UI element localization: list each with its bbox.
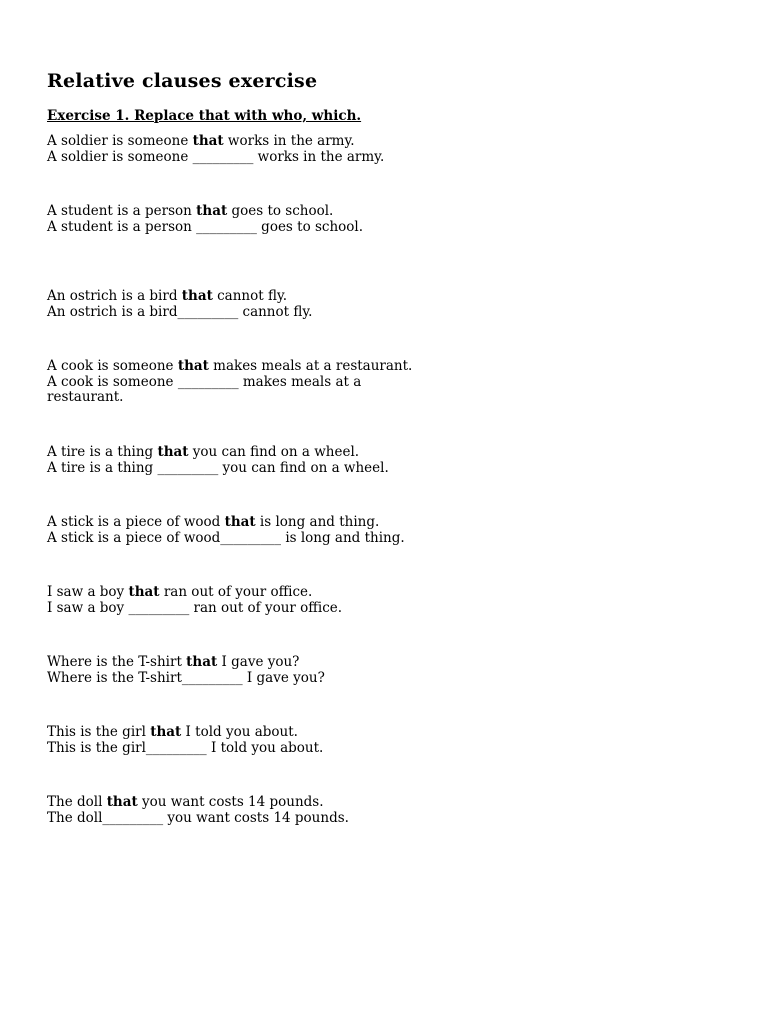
question-sentence	[47, 445, 447, 461]
answer-sentence: Where is the T-shirt_________ I gave you?	[47, 669, 325, 686]
exercise-item-4	[47, 359, 447, 406]
answer-sentence: This is the girl_________ I told you about.	[47, 739, 324, 756]
keyword-that: that	[106, 794, 138, 810]
question-text-after: you want costs 14 pounds.	[137, 794, 324, 810]
keyword-that: that	[192, 133, 224, 149]
question-text-after: makes meals at a restaurant.	[208, 358, 413, 374]
question-text-after: is long and thing.	[255, 514, 380, 530]
question-text-after: cannot fly.	[212, 288, 288, 304]
exercise-item-8	[47, 655, 447, 686]
answer-sentence: A tire is a thing _________ you can find on a wheel.	[47, 459, 389, 476]
answer-sentence: The doll_________ you want costs 14 pounds.	[47, 809, 349, 826]
question-text-after: you can find on a wheel.	[188, 444, 360, 460]
question-text-before: A stick is a piece of wood	[47, 514, 225, 530]
answer-sentence: A student is a person _________ goes to school.	[47, 218, 364, 235]
exercise-heading: Exercise 1. Replace that with who, which.	[47, 108, 362, 124]
question-text-before: The doll	[47, 794, 107, 810]
exercise-item-5	[47, 445, 447, 476]
question-text-after: ran out of your office.	[159, 584, 313, 600]
question-sentence	[47, 655, 447, 671]
question-sentence	[47, 585, 447, 601]
answer-sentence: A soldier is someone _________ works in the army.	[47, 148, 385, 165]
question-text-before: Where is the T-shirt	[47, 654, 187, 670]
exercise-item-1	[47, 134, 447, 165]
question-sentence	[47, 204, 447, 220]
question-text-before: This is the girl	[47, 724, 151, 740]
question-sentence	[47, 289, 447, 305]
keyword-that: that	[150, 724, 182, 740]
keyword-that: that	[177, 358, 209, 374]
exercise-item-9	[47, 725, 447, 756]
exercise-item-10	[47, 795, 447, 826]
document-title: Relative clauses exercise	[47, 70, 318, 92]
keyword-that: that	[181, 288, 213, 304]
answer-sentence: An ostrich is a bird_________ cannot fly.	[47, 303, 313, 320]
exercise-item-7	[47, 585, 447, 616]
question-text-after: works in the army.	[223, 133, 355, 149]
question-text-before: I saw a boy	[47, 584, 129, 600]
question-text-before: A student is a person	[47, 203, 197, 219]
exercise-item-2	[47, 204, 447, 235]
exercise-item-6	[47, 515, 447, 546]
question-sentence	[47, 795, 447, 811]
keyword-that: that	[128, 584, 160, 600]
question-sentence	[47, 359, 447, 375]
question-text-before: A soldier is someone	[47, 133, 193, 149]
answer-sentence: I saw a boy _________ ran out of your office.	[47, 599, 343, 616]
question-text-before: An ostrich is a bird	[47, 288, 182, 304]
keyword-that: that	[224, 514, 256, 530]
question-sentence	[47, 134, 447, 150]
answer-sentence: A stick is a piece of wood_________ is long and thing.	[47, 529, 405, 546]
question-text-after: I told you about.	[181, 724, 298, 740]
keyword-that: that	[186, 654, 218, 670]
question-sentence	[47, 725, 447, 741]
exercise-item-3	[47, 289, 447, 320]
question-text-before: A cook is someone	[47, 358, 178, 374]
answer-sentence: A cook is someone _________ makes meals at a restaurant.	[47, 373, 362, 406]
keyword-that: that	[157, 444, 189, 460]
question-sentence	[47, 515, 447, 531]
question-text-after: goes to school.	[227, 203, 334, 219]
keyword-that: that	[196, 203, 228, 219]
question-text-after: I gave you?	[217, 654, 300, 670]
question-text-before: A tire is a thing	[47, 444, 158, 460]
